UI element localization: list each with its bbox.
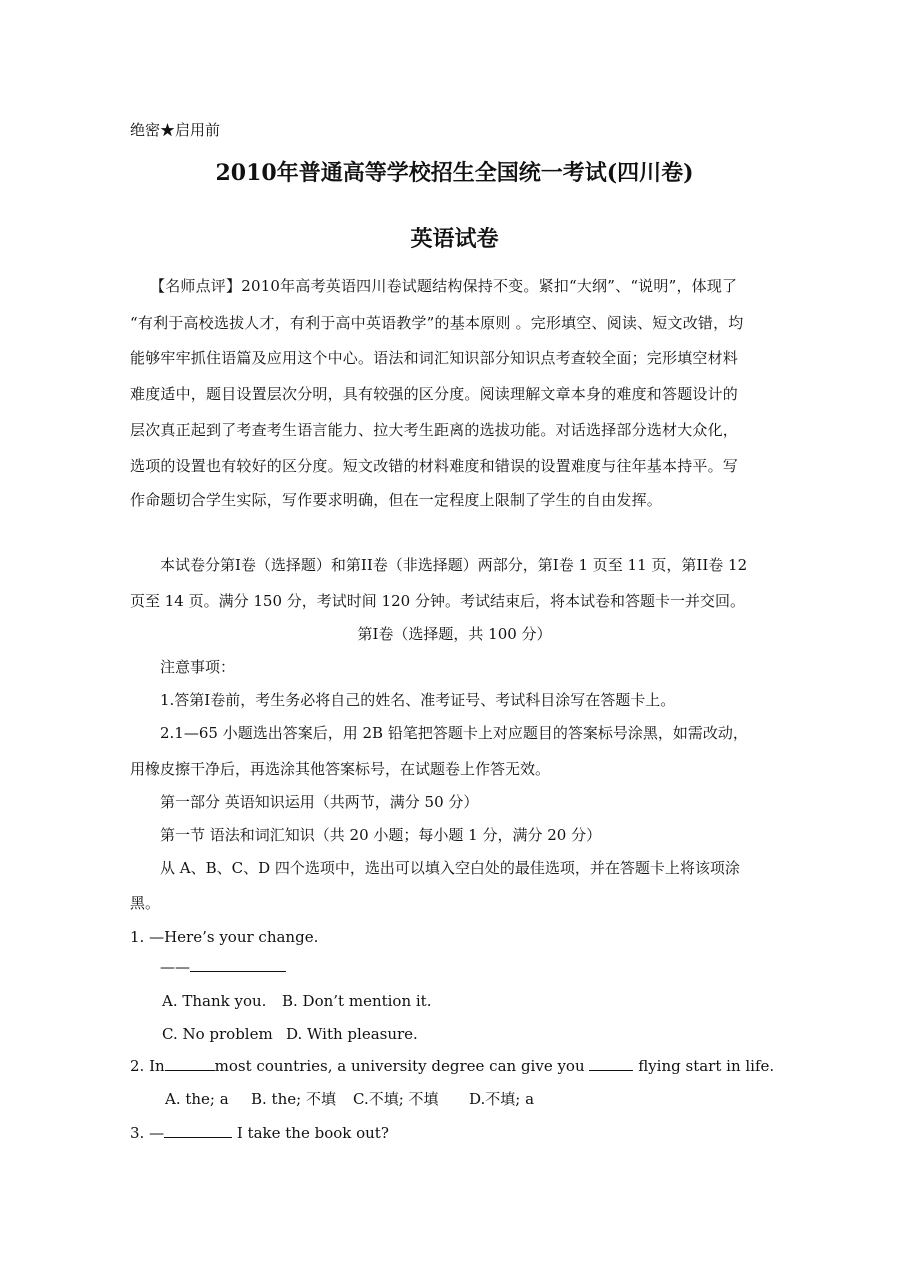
stem-text: 3. — [130, 1124, 165, 1142]
notice-item: 1.答第I卷前，考生务必将自己的姓名、准考证号、考试科目涂写在答题卡上。 [160, 691, 676, 709]
section-heading: 第一节 语法和词汇知识（共 20 小题；每小题 1 分，满分 20 分） [160, 826, 602, 844]
stem-text: 2. In [130, 1057, 165, 1075]
exam-title: 2010年普通高等学校招生全国统一考试(四川卷) [215, 160, 694, 186]
option-a: A. the; a [165, 1090, 229, 1108]
answer-blank [165, 1056, 215, 1071]
instruction-line: 从 A、B、C、D 四个选项中，选出可以填入空白处的最佳选项，并在答题卡上将该项涂 [160, 859, 740, 877]
notice-heading: 注意事项： [160, 658, 236, 676]
commentary-line: 作命题切合学生实际，写作要求明确，但在一定程度上限制了学生的自由发挥。 [130, 491, 663, 509]
option-c: C. No problem [162, 1025, 273, 1043]
commentary-line: 层次真正起到了考查考生语言能力、拉大考生距离的选拔功能。对话选择部分选材大众化， [130, 421, 739, 439]
commentary-line: 选项的设置也有较好的区分度。短文改错的材料难度和错误的设置难度与往年基本持平。写 [130, 457, 739, 475]
option-c: C.不填; 不填 [353, 1090, 439, 1108]
option-d: D. With pleasure. [286, 1025, 418, 1043]
dash-prefix: —— [160, 958, 190, 976]
stem-text: flying start in life. [638, 1057, 775, 1075]
intro-line: 页至 14 页。满分 150 分，考试时间 120 分钟。考试结束后，将本试卷和答题卡一并交回。 [130, 592, 745, 610]
answer-blank [164, 1123, 232, 1138]
commentary-line: 【名师点评】2010年高考英语四川卷试题结构保持不变。紧扣“大纲”、“说明”，体现了 [150, 277, 738, 295]
answer-blank [190, 957, 286, 972]
commentary-line: “有利于高校选拔人才，有利于高中英语教学”的基本原则 。完形填空、阅读、短文改错，均 [130, 314, 744, 332]
question-stem [130, 1123, 389, 1143]
intro-line: 本试卷分第I卷（选择题）和第II卷（非选择题）两部分，第I卷 1 页至 11 页，第II卷 12 [160, 556, 748, 574]
exam-subtitle: 英语试卷 [410, 226, 499, 252]
commentary-line: 难度适中，题目设置层次分明，具有较强的区分度。阅读理解文章本身的难度和答题设计的 [130, 385, 739, 403]
notice-item: 2.1—65 小题选出答案后，用 2B 铅笔把答题卡上对应题目的答案标号涂黑，如需改动， [160, 724, 748, 742]
part-heading: 第I卷（选择题，共 100 分） [357, 625, 552, 643]
option-a: A. Thank you. [162, 992, 267, 1010]
question-stem: 1. —Here’s your change. [130, 928, 319, 946]
options-row [165, 1089, 534, 1109]
options-row [162, 1024, 418, 1044]
option-b: B. the; 不填 [251, 1090, 336, 1108]
section-heading: 第一部分 英语知识运用（共两节，满分 50 分） [160, 793, 479, 811]
answer-line [160, 957, 286, 977]
answer-blank [589, 1056, 633, 1071]
instruction-line: 黑。 [130, 894, 161, 912]
option-d: D.不填; a [469, 1090, 535, 1108]
stem-text: most countries, a university degree can give you [214, 1057, 585, 1075]
option-b: B. Don’t mention it. [282, 992, 432, 1010]
secret-mark: 绝密★启用前 [130, 121, 221, 139]
question-stem [130, 1056, 774, 1076]
commentary-line: 能够牢牢抓住语篇及应用这个中心。语法和词汇知识部分知识点考查较全面；完形填空材料 [130, 349, 739, 367]
options-row [162, 991, 431, 1011]
stem-text: I take the book out? [232, 1124, 389, 1142]
notice-item: 用橡皮擦干净后，再选涂其他答案标号，在试题卷上作答无效。 [130, 760, 551, 778]
